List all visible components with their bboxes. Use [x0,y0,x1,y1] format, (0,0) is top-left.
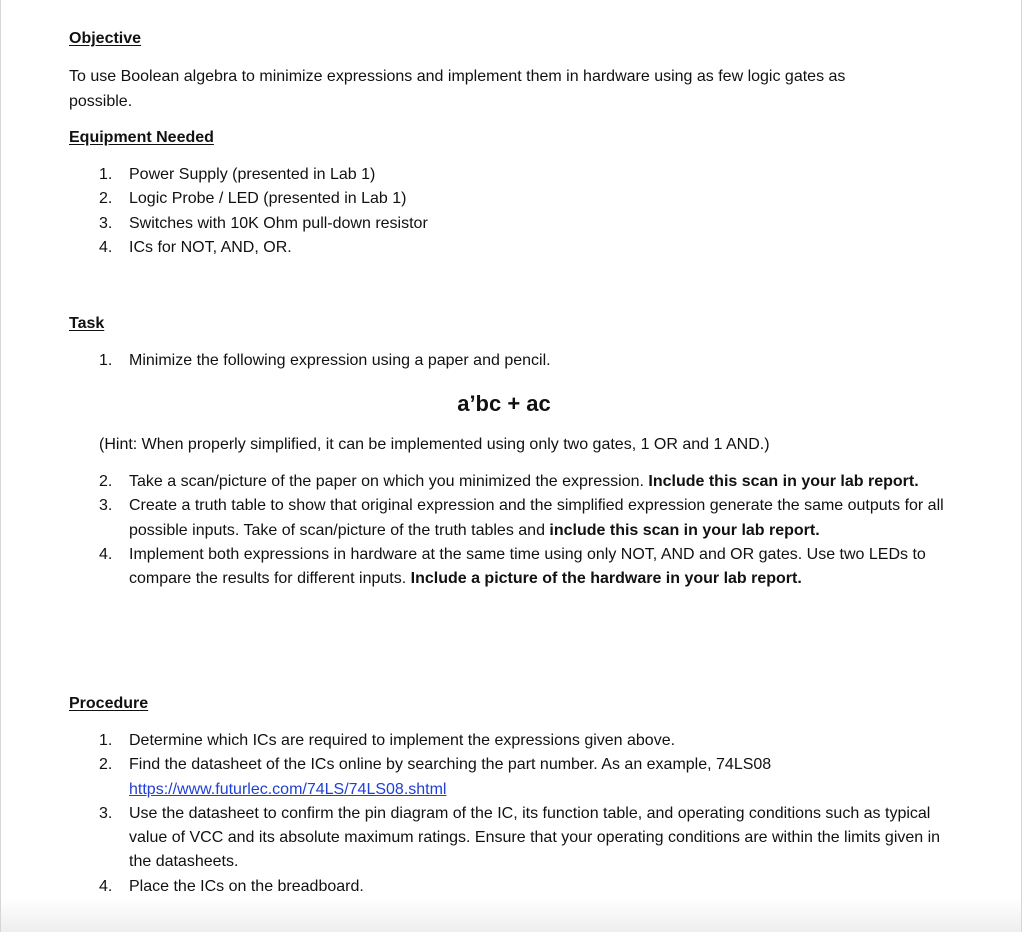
list-item [99,349,949,373]
list-item-bold-text: Include this scan in your lab report. [648,473,919,490]
list-number: 2. [99,473,113,490]
equipment-list [99,163,949,260]
page-bottom-shadow [1,898,1021,932]
list-item-text: Switches with 10K Ohm pull-down resistor [129,214,428,232]
list-number: 3. [99,214,113,232]
list-item-text: Determine which ICs are required to implement the expressions given above. [129,732,676,749]
list-number: 3. [99,497,113,515]
list-item [99,729,949,753]
list-item-bold-text: include this scan in your lab report. [549,521,820,539]
list-item-text: Implement both expressions in hardware at the same time using only NOT, AND and OR gates. Use two LEDs to compare the results for different inputs. [129,545,926,588]
list-item-text: ICs for NOT, AND, OR. [129,238,292,256]
list-item [99,236,949,260]
list-item [99,543,949,592]
list-number: 4. [99,877,113,895]
list-item [99,187,949,211]
task-list-part2 [99,470,949,591]
equipment-heading: Equipment Needed [69,129,214,146]
datasheet-link[interactable]: https://www.futurlec.com/74LS/74LS08.shtml [129,780,447,798]
list-item [99,212,949,236]
list-number: 2. [99,756,113,774]
task-heading: Task [69,315,105,332]
hint-text: (Hint: When properly simplified, it can be implemented using only two gates, 1 OR and 1 AND.) [99,436,770,453]
objective-text: To use Boolean algebra to minimize expressions and implement them in hardware using as few logic gates as possible. [69,68,846,110]
list-item-bold-text: Include a picture of the hardware in your lab report. [410,570,802,588]
list-item-text: Find the datasheet of the ICs online by searching the part number. As an example, 74LS08 [129,756,772,774]
list-item [99,875,949,899]
objective-heading: Objective [69,30,142,47]
procedure-heading: Procedure [69,695,149,712]
list-number: 4. [99,545,113,563]
boolean-expression: a’bc + ac [457,391,551,416]
list-item [99,802,949,875]
list-item-text: Use the datasheet to confirm the pin diagram of the IC, its function table, and operating conditions such as typical value of VCC and its absolute maximum ratings. Ensure that your operating conditions are within the limits given in the datasheets. [129,804,941,871]
list-item-text: Power Supply (presented in Lab 1) [129,166,376,183]
list-number: 1. [99,732,113,749]
list-item-text: Take a scan/picture of the paper on which you minimized the expression. [129,473,649,490]
list-item-text: Place the ICs on the breadboard. [129,877,364,895]
procedure-list [99,729,949,899]
list-item [99,494,949,543]
list-item [99,753,949,802]
list-item-text: Create a truth table to show that original expression and the simplified expression generate the same outputs for all possible inputs. Take of scan/picture of the truth tables and [129,497,944,539]
list-item [99,470,949,494]
list-number: 3. [99,804,113,822]
list-item-text: Logic Probe / LED (presented in Lab 1) [129,190,407,208]
list-number: 4. [99,238,113,256]
list-number: 2. [99,190,113,208]
task-list-part1 [99,349,949,373]
list-item-text: Minimize the following expression using a paper and pencil. [129,352,551,369]
list-item [99,163,949,187]
list-number: 1. [99,352,113,369]
list-number: 1. [99,166,113,183]
